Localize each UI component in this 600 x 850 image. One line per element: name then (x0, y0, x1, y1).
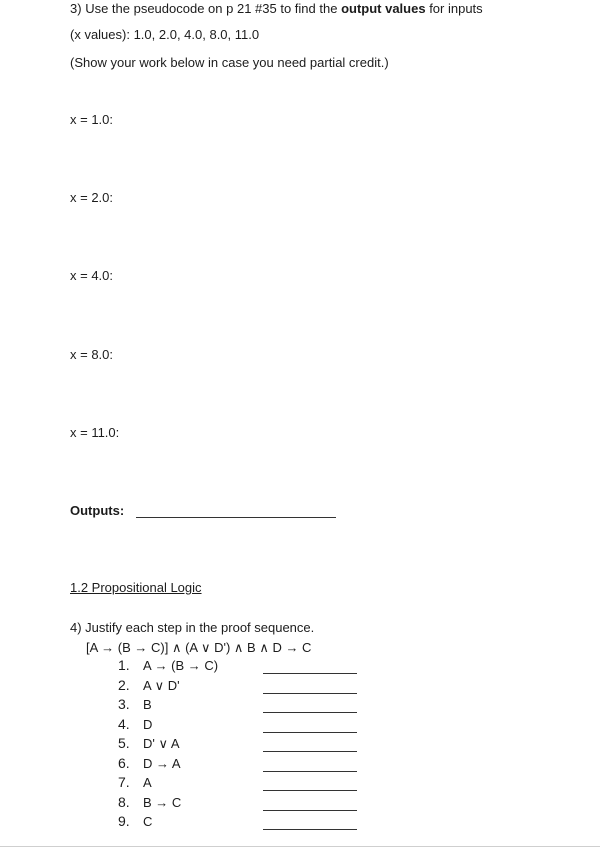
page-bottom-divider (0, 846, 600, 847)
step-number: 6. (118, 754, 130, 771)
question-3-inputs: (x values): 1.0, 2.0, 4.0, 8.0, 11.0 (70, 27, 260, 42)
outputs-label: Outputs: (70, 503, 125, 518)
step-number: 5. (118, 735, 130, 751)
proof-step (118, 794, 368, 814)
step-expression: D' ∨ A (143, 736, 180, 751)
question-3-text-bold: output values (341, 1, 426, 16)
step-expression: B (143, 697, 152, 712)
justification-blank (263, 751, 357, 752)
justification-blank (263, 771, 357, 772)
question-3-instruction: (Show your work below in case you need partial credit.) (70, 55, 389, 70)
x-row-3: x = 4.0: (70, 268, 113, 283)
justification-blank (263, 732, 357, 733)
step-number: 9. (118, 813, 130, 829)
question-3-prompt (70, 1, 483, 16)
step-number: 2. (118, 676, 130, 693)
justification-blank (263, 810, 357, 811)
proof-step (118, 813, 368, 833)
justification-blank (263, 829, 357, 830)
x-row-5: x = 11.0: (70, 425, 120, 440)
x-row-1: x = 1.0: (70, 112, 113, 127)
justification-blank (263, 693, 357, 694)
x-row-2: x = 2.0: (70, 190, 113, 205)
outputs-answer-line (136, 517, 336, 518)
step-expression: A ∨ D' (143, 677, 180, 693)
justification-blank (263, 712, 357, 713)
step-number: 7. (118, 774, 130, 790)
proof-step (118, 735, 368, 755)
step-number: 3. (118, 696, 130, 712)
question-3-number: 3) (70, 1, 82, 16)
proof-step (118, 755, 368, 775)
question-3-text-after: for inputs (425, 1, 483, 16)
x-row-4: x = 8.0: (70, 347, 113, 362)
step-number: 4. (118, 715, 130, 732)
step-expression: C (143, 814, 153, 829)
step-expression: A → (B → C) (143, 658, 219, 673)
proof-formula: [A → (B → C)] ∧ (A ∨ D') ∧ B ∧ D → C (86, 640, 312, 655)
question-4-prompt: 4) Justify each step in the proof sequence. (70, 620, 315, 635)
step-expression: A (143, 775, 152, 790)
justification-blank (263, 790, 357, 791)
proof-steps-list (118, 657, 368, 833)
question-3-text-before: Use the pseudocode on p 21 #35 to find the (85, 1, 342, 16)
step-expression: B → C (143, 794, 182, 810)
step-number: 8. (118, 793, 130, 810)
proof-step (118, 716, 368, 736)
proof-step (118, 774, 368, 794)
proof-step (118, 657, 368, 677)
step-number: 1. (118, 657, 130, 673)
justification-blank (263, 673, 357, 674)
step-expression: D (143, 716, 153, 732)
proof-step (118, 677, 368, 697)
step-expression: D → A (143, 755, 181, 771)
section-heading: 1.2 Propositional Logic (70, 580, 202, 595)
proof-step (118, 696, 368, 716)
